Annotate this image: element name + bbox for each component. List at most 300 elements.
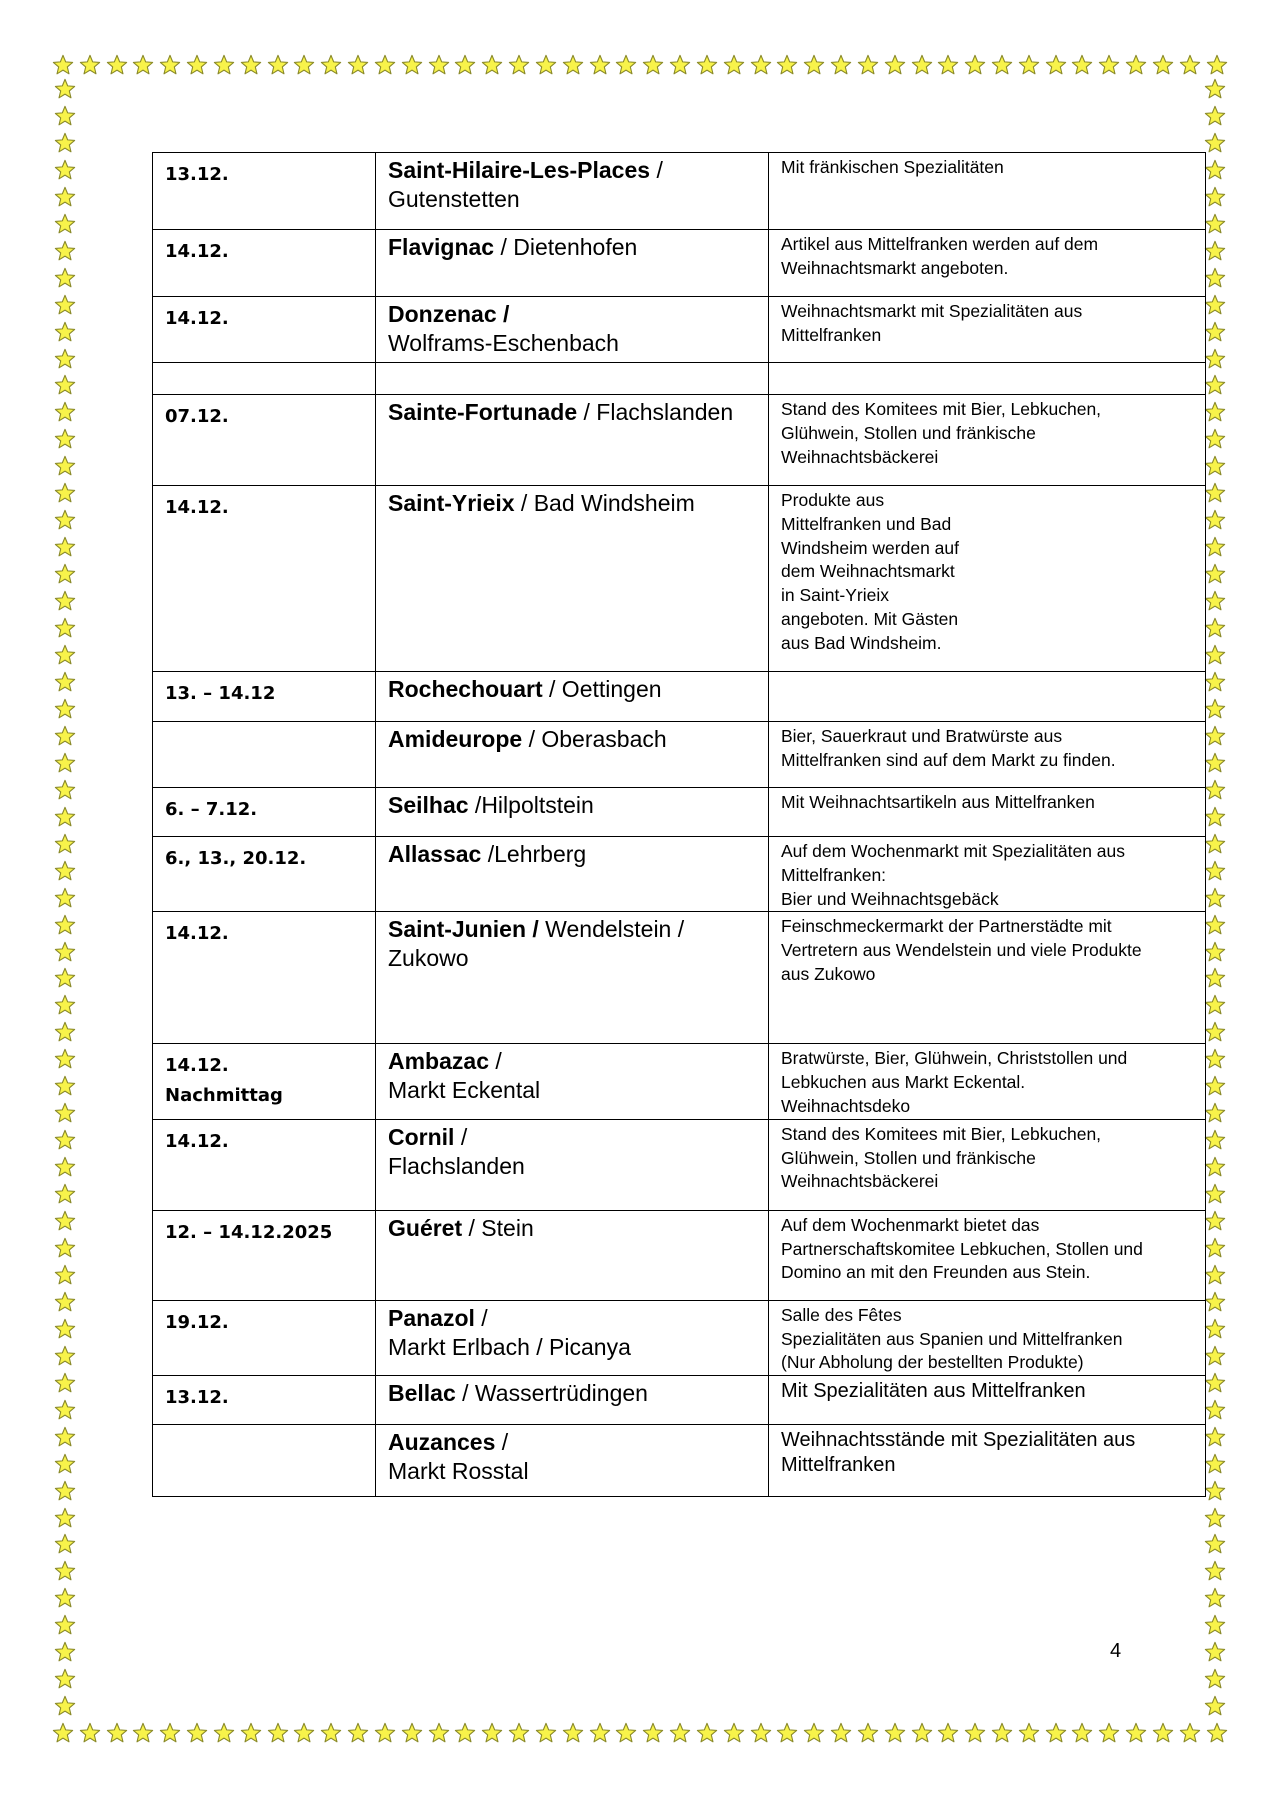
table-row bbox=[153, 1044, 1206, 1119]
star-icon bbox=[374, 1722, 396, 1744]
description-cell bbox=[769, 1376, 1206, 1425]
star-icon bbox=[1204, 159, 1226, 181]
star-icon bbox=[374, 54, 396, 76]
star-icon bbox=[481, 54, 503, 76]
star-icon bbox=[54, 1614, 76, 1636]
star-icon bbox=[1204, 428, 1226, 450]
star-icon bbox=[508, 1722, 530, 1744]
description-line: Domino an mit den Freunden aus Stein. bbox=[781, 1262, 1091, 1283]
town-cell bbox=[376, 395, 769, 486]
description-line: Bier, Sauerkraut und Bratwürste aus bbox=[781, 726, 1063, 746]
star-icon bbox=[1204, 294, 1226, 316]
star-icon bbox=[884, 54, 906, 76]
town-name: Ambazac bbox=[388, 1048, 489, 1075]
star-icon bbox=[1204, 1560, 1226, 1582]
star-icon bbox=[401, 1722, 423, 1744]
town-name: Saint-Junien / bbox=[388, 916, 539, 943]
star-icon bbox=[589, 1722, 611, 1744]
description-line: in Saint-Yrieix bbox=[781, 585, 889, 606]
description-cell bbox=[769, 363, 1206, 395]
star-icon bbox=[54, 1291, 76, 1313]
star-icon bbox=[964, 54, 986, 76]
description-cell bbox=[769, 672, 1206, 722]
description-cell bbox=[769, 722, 1206, 788]
star-icon bbox=[1204, 860, 1226, 882]
star-icon bbox=[54, 752, 76, 774]
description-line: (Nur Abholung der bestellten Produkte) bbox=[781, 1352, 1084, 1373]
star-icon bbox=[1204, 1533, 1226, 1555]
star-icon bbox=[750, 1722, 772, 1744]
star-icon bbox=[54, 455, 76, 477]
town-cell bbox=[376, 297, 769, 363]
date-cell bbox=[153, 1119, 376, 1210]
description-line: Spezialitäten aus Spanien und Mittelfranken bbox=[781, 1328, 1123, 1349]
description-line: Weihnachtsdeko bbox=[781, 1095, 911, 1116]
date-cell bbox=[153, 486, 376, 672]
description-cell bbox=[769, 788, 1206, 837]
date-cell bbox=[153, 1044, 376, 1119]
star-icon bbox=[803, 54, 825, 76]
star-icon bbox=[54, 348, 76, 370]
star-icon bbox=[1204, 1183, 1226, 1205]
star-icon bbox=[1152, 1722, 1174, 1744]
star-icon bbox=[54, 698, 76, 720]
star-icon bbox=[1204, 1291, 1226, 1313]
description-line: Mittelfranken bbox=[781, 324, 882, 345]
star-icon bbox=[1206, 54, 1228, 76]
partner-town: /Lehrberg bbox=[481, 841, 587, 867]
description-line: angeboten. Mit Gästen bbox=[781, 608, 959, 629]
table-row bbox=[153, 1300, 1206, 1375]
star-icon bbox=[54, 887, 76, 909]
date-text: 6. – 7.12. bbox=[165, 799, 258, 820]
description-cell bbox=[769, 1119, 1206, 1210]
star-icon bbox=[159, 54, 181, 76]
town-name: Donzenac / bbox=[388, 301, 510, 327]
partner-town: / bbox=[454, 1123, 468, 1150]
partner-town: / bbox=[495, 1429, 509, 1456]
description-cell bbox=[769, 837, 1206, 912]
star-icon bbox=[1204, 1507, 1226, 1529]
star-icon bbox=[54, 536, 76, 558]
star-icon bbox=[776, 54, 798, 76]
date-cell bbox=[153, 1425, 376, 1497]
star-icon bbox=[803, 1722, 825, 1744]
star-icon bbox=[723, 54, 745, 76]
date-cell bbox=[153, 837, 376, 912]
partner-town: Markt Eckental bbox=[388, 1077, 541, 1104]
description-line: Mit fränkischen Spezialitäten bbox=[781, 157, 1004, 177]
description-line: Salle des Fêtes bbox=[781, 1304, 902, 1325]
star-icon bbox=[159, 1722, 181, 1744]
town-name: Seilhac bbox=[388, 792, 469, 818]
star-icon bbox=[642, 54, 664, 76]
description-line: Stand des Komitees mit Bier, Lebkuchen, bbox=[781, 399, 1102, 419]
star-icon bbox=[106, 54, 128, 76]
star-icon bbox=[1204, 563, 1226, 585]
star-icon bbox=[1204, 1345, 1226, 1367]
partner-town: Flachslanden bbox=[388, 1152, 525, 1179]
date-text: 14.12. bbox=[165, 923, 229, 945]
table-row bbox=[153, 1376, 1206, 1425]
date-cell bbox=[153, 912, 376, 1044]
star-icon bbox=[54, 967, 76, 989]
description-cell bbox=[769, 230, 1206, 297]
star-icon bbox=[54, 1695, 76, 1717]
table-row bbox=[153, 297, 1206, 363]
description-line: Artikel aus Mittelfranken werden auf dem bbox=[781, 234, 1099, 254]
star-icon bbox=[535, 54, 557, 76]
town-cell bbox=[376, 486, 769, 672]
star-icon bbox=[186, 54, 208, 76]
star-icon bbox=[1204, 1048, 1226, 1070]
star-icon bbox=[1045, 54, 1067, 76]
town-name: Bellac bbox=[388, 1380, 456, 1407]
town-cell bbox=[376, 1300, 769, 1375]
partner-town: Wendelstein / bbox=[538, 916, 685, 943]
star-icon bbox=[937, 1722, 959, 1744]
star-icon bbox=[54, 1129, 76, 1151]
star-icon bbox=[1204, 887, 1226, 909]
date-cell bbox=[153, 1376, 376, 1425]
star-icon bbox=[562, 1722, 584, 1744]
star-icon bbox=[1204, 1453, 1226, 1475]
star-icon bbox=[54, 294, 76, 316]
star-icon bbox=[562, 54, 584, 76]
date-cell bbox=[153, 1300, 376, 1375]
star-icon bbox=[1204, 401, 1226, 423]
star-icon bbox=[54, 1533, 76, 1555]
star-icon bbox=[1045, 1722, 1067, 1744]
date-cell bbox=[153, 230, 376, 297]
star-icon bbox=[320, 1722, 342, 1744]
table-row bbox=[153, 672, 1206, 722]
date-cell bbox=[153, 672, 376, 722]
star-icon bbox=[1204, 833, 1226, 855]
star-icon bbox=[1204, 1021, 1226, 1043]
star-icon bbox=[589, 54, 611, 76]
description-line: Bier und Weihnachtsgebäck bbox=[781, 888, 999, 909]
date-text: 14.12. bbox=[165, 1130, 229, 1152]
star-icon bbox=[54, 240, 76, 262]
star-icon bbox=[615, 1722, 637, 1744]
star-icon bbox=[884, 1722, 906, 1744]
star-icon bbox=[54, 671, 76, 693]
date-cell bbox=[153, 363, 376, 395]
star-border-top bbox=[52, 52, 1228, 78]
star-icon bbox=[1204, 186, 1226, 208]
star-icon bbox=[54, 1075, 76, 1097]
star-icon bbox=[1204, 941, 1226, 963]
star-icon bbox=[830, 54, 852, 76]
star-icon bbox=[911, 1722, 933, 1744]
date-text: 12. – 14.12.2025 bbox=[165, 1221, 333, 1243]
star-icon bbox=[615, 54, 637, 76]
date-cell bbox=[153, 395, 376, 486]
star-icon bbox=[1204, 1129, 1226, 1151]
star-icon bbox=[1204, 1372, 1226, 1394]
star-icon bbox=[1204, 321, 1226, 343]
star-icon bbox=[54, 1453, 76, 1475]
description-line: Produkte aus bbox=[781, 490, 885, 510]
town-name: Sainte-Fortunade bbox=[388, 399, 578, 425]
partner-town: Gutenstetten bbox=[388, 186, 520, 212]
star-icon bbox=[54, 1156, 76, 1178]
star-icon bbox=[428, 54, 450, 76]
description-cell bbox=[769, 1425, 1206, 1497]
star-icon bbox=[54, 509, 76, 531]
description-line: Weihnachtsstände mit Spezialitäten aus bbox=[781, 1429, 1136, 1452]
description-line: Weihnachtsbäckerei bbox=[781, 446, 939, 467]
date-text: 13.12. bbox=[165, 1387, 229, 1409]
partner-town: / Dietenhofen bbox=[494, 234, 638, 260]
town-cell bbox=[376, 672, 769, 722]
star-icon bbox=[1204, 1075, 1226, 1097]
table-row bbox=[153, 1210, 1206, 1300]
star-icon bbox=[1204, 1237, 1226, 1259]
star-icon bbox=[669, 1722, 691, 1744]
star-icon bbox=[911, 54, 933, 76]
town-name: Cornil bbox=[388, 1123, 455, 1150]
town-name: Auzances bbox=[388, 1429, 496, 1456]
star-icon bbox=[54, 914, 76, 936]
description-line: Glühwein, Stollen und fränkische bbox=[781, 422, 1036, 443]
star-icon bbox=[54, 941, 76, 963]
town-cell bbox=[376, 1425, 769, 1497]
star-icon bbox=[347, 1722, 369, 1744]
town-cell bbox=[376, 230, 769, 297]
star-icon bbox=[1204, 698, 1226, 720]
partner-town: / bbox=[650, 157, 663, 183]
table-row bbox=[153, 837, 1206, 912]
star-icon bbox=[1204, 1318, 1226, 1340]
date-text: 13.12. bbox=[165, 164, 229, 185]
star-border-bottom bbox=[52, 1720, 1228, 1746]
star-icon bbox=[213, 54, 235, 76]
star-icon bbox=[1204, 1587, 1226, 1609]
star-icon bbox=[293, 54, 315, 76]
star-icon bbox=[54, 401, 76, 423]
description-cell bbox=[769, 1044, 1206, 1119]
star-icon bbox=[857, 1722, 879, 1744]
star-icon bbox=[696, 54, 718, 76]
description-cell bbox=[769, 486, 1206, 672]
partner-town: /Hilpoltstein bbox=[468, 792, 594, 818]
description-cell bbox=[769, 153, 1206, 230]
town-name: Panazol bbox=[388, 1304, 475, 1331]
star-icon bbox=[54, 806, 76, 828]
star-icon bbox=[1204, 1695, 1226, 1717]
town-cell bbox=[376, 153, 769, 230]
star-icon bbox=[54, 482, 76, 504]
star-icon bbox=[1179, 54, 1201, 76]
town-name: Rochechouart bbox=[388, 676, 543, 702]
table-row bbox=[153, 1119, 1206, 1210]
star-icon bbox=[54, 1102, 76, 1124]
town-name: Allassac bbox=[388, 841, 482, 867]
description-cell bbox=[769, 395, 1206, 486]
star-icon bbox=[1204, 967, 1226, 989]
star-icon bbox=[508, 54, 530, 76]
table-row bbox=[153, 395, 1206, 486]
partner-town: / bbox=[488, 1048, 502, 1075]
star-icon bbox=[132, 1722, 154, 1744]
star-icon bbox=[54, 1264, 76, 1286]
star-icon bbox=[52, 54, 74, 76]
star-icon bbox=[54, 617, 76, 639]
star-icon bbox=[54, 213, 76, 235]
star-icon bbox=[1125, 1722, 1147, 1744]
star-icon bbox=[267, 1722, 289, 1744]
star-icon bbox=[54, 132, 76, 154]
star-icon bbox=[54, 994, 76, 1016]
star-icon bbox=[54, 833, 76, 855]
partner-town: Wolframs-Eschenbach bbox=[388, 330, 619, 356]
star-icon bbox=[54, 374, 76, 396]
description-cell bbox=[769, 297, 1206, 363]
table-row bbox=[153, 486, 1206, 672]
star-icon bbox=[401, 54, 423, 76]
date-text: 19.12. bbox=[165, 1311, 229, 1333]
star-icon bbox=[1204, 509, 1226, 531]
star-icon bbox=[54, 725, 76, 747]
star-icon bbox=[1071, 54, 1093, 76]
star-icon bbox=[54, 267, 76, 289]
star-icon bbox=[1204, 1264, 1226, 1286]
town-name: Amideurope bbox=[388, 726, 523, 752]
star-icon bbox=[132, 54, 154, 76]
christmas-market-table bbox=[152, 152, 1206, 1497]
star-icon bbox=[454, 1722, 476, 1744]
table-row bbox=[153, 1425, 1206, 1497]
description-line: Weihnachtsmarkt angeboten. bbox=[781, 257, 1009, 278]
description-line: Vertretern aus Wendelstein und viele Produkte bbox=[781, 940, 1142, 961]
star-icon bbox=[776, 1722, 798, 1744]
star-icon bbox=[54, 860, 76, 882]
star-icon bbox=[723, 1722, 745, 1744]
star-icon bbox=[1204, 105, 1226, 127]
town-cell bbox=[376, 363, 769, 395]
star-icon bbox=[1204, 994, 1226, 1016]
star-icon bbox=[1204, 132, 1226, 154]
description-cell bbox=[769, 912, 1206, 1044]
partner-town: Markt Erlbach / Picanya bbox=[388, 1333, 631, 1360]
table-row bbox=[153, 363, 1206, 395]
table-row bbox=[153, 722, 1206, 788]
partner-town: Markt Rosstal bbox=[388, 1458, 529, 1485]
town-cell bbox=[376, 1210, 769, 1300]
star-icon bbox=[213, 1722, 235, 1744]
description-line: Stand des Komitees mit Bier, Lebkuchen, bbox=[781, 1123, 1102, 1144]
star-icon bbox=[54, 1587, 76, 1609]
star-icon bbox=[1204, 1156, 1226, 1178]
date-cell bbox=[153, 788, 376, 837]
description-line: aus Bad Windsheim. bbox=[781, 632, 942, 653]
partner-town: Zukowo bbox=[388, 945, 469, 972]
town-cell bbox=[376, 788, 769, 837]
description-cell bbox=[769, 1210, 1206, 1300]
date-text: Nachmittag bbox=[165, 1085, 283, 1107]
table-row bbox=[153, 912, 1206, 1044]
star-icon bbox=[54, 563, 76, 585]
star-icon bbox=[186, 1722, 208, 1744]
star-icon bbox=[106, 1722, 128, 1744]
table-row bbox=[153, 153, 1206, 230]
star-icon bbox=[1179, 1722, 1201, 1744]
star-icon bbox=[1098, 54, 1120, 76]
star-icon bbox=[1204, 1668, 1226, 1690]
star-icon bbox=[52, 1722, 74, 1744]
star-icon bbox=[991, 1722, 1013, 1744]
description-line: Mittelfranken bbox=[781, 1454, 896, 1477]
star-icon bbox=[669, 54, 691, 76]
description-line: Feinschmeckermarkt der Partnerstädte mit bbox=[781, 916, 1112, 937]
star-icon bbox=[1204, 78, 1226, 100]
star-icon bbox=[1018, 54, 1040, 76]
star-icon bbox=[54, 1318, 76, 1340]
town-cell bbox=[376, 722, 769, 788]
star-icon bbox=[1204, 671, 1226, 693]
star-icon bbox=[1204, 348, 1226, 370]
star-icon bbox=[857, 54, 879, 76]
star-icon bbox=[54, 186, 76, 208]
star-icon bbox=[1204, 752, 1226, 774]
star-icon bbox=[1204, 644, 1226, 666]
description-line: Lebkuchen aus Markt Eckental. bbox=[781, 1072, 1026, 1093]
description-line: Weihnachtsmarkt mit Spezialitäten aus bbox=[781, 301, 1083, 321]
star-icon bbox=[1125, 54, 1147, 76]
partner-town: / bbox=[474, 1304, 488, 1331]
star-icon bbox=[964, 1722, 986, 1744]
star-icon bbox=[54, 1641, 76, 1663]
star-icon bbox=[240, 1722, 262, 1744]
star-icon bbox=[293, 1722, 315, 1744]
date-text: 14.12. bbox=[165, 497, 229, 518]
date-cell bbox=[153, 153, 376, 230]
partner-town: / Oberasbach bbox=[522, 726, 667, 752]
date-text: 6., 13., 20.12. bbox=[165, 848, 307, 869]
star-icon bbox=[1152, 54, 1174, 76]
star-icon bbox=[1204, 1102, 1226, 1124]
star-icon bbox=[1204, 1641, 1226, 1663]
star-icon bbox=[1204, 1614, 1226, 1636]
star-icon bbox=[1204, 240, 1226, 262]
description-line: Partnerschaftskomitee Lebkuchen, Stollen und bbox=[781, 1238, 1143, 1259]
partner-town: / Wassertrüdingen bbox=[455, 1380, 648, 1407]
description-line: Auf dem Wochenmarkt bietet das bbox=[781, 1214, 1040, 1235]
description-line: Mit Weihnachtsartikeln aus Mittelfranken bbox=[781, 792, 1095, 812]
star-icon bbox=[54, 1345, 76, 1367]
description-line: Windsheim werden auf bbox=[781, 537, 959, 558]
star-icon bbox=[696, 1722, 718, 1744]
star-icon bbox=[267, 54, 289, 76]
description-line: Auf dem Wochenmarkt mit Spezialitäten aus bbox=[781, 841, 1126, 861]
date-text: 14.12. bbox=[165, 1055, 229, 1077]
star-icon bbox=[1204, 1210, 1226, 1232]
description-line: Mittelfranken sind auf dem Markt zu finden. bbox=[781, 749, 1116, 770]
star-border-left bbox=[52, 78, 78, 1718]
star-icon bbox=[1204, 617, 1226, 639]
date-cell bbox=[153, 722, 376, 788]
star-icon bbox=[54, 644, 76, 666]
star-icon bbox=[54, 1507, 76, 1529]
star-icon bbox=[1204, 374, 1226, 396]
town-cell bbox=[376, 1044, 769, 1119]
star-icon bbox=[1204, 536, 1226, 558]
description-line: aus Zukowo bbox=[781, 963, 876, 984]
star-icon bbox=[79, 54, 101, 76]
star-icon bbox=[54, 105, 76, 127]
